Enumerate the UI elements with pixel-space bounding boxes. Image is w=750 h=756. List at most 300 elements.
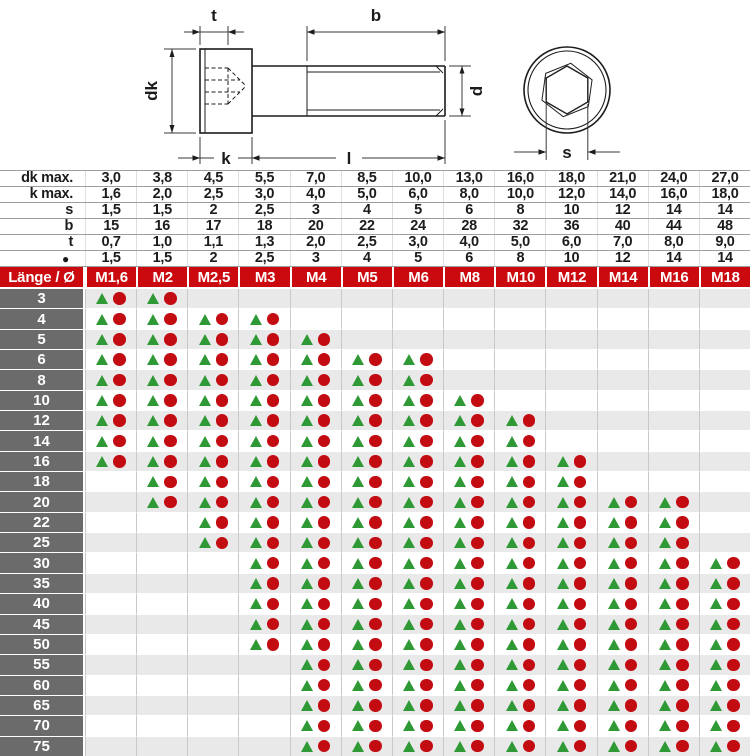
spec-value: 8 xyxy=(494,203,545,218)
matrix-cell xyxy=(238,370,289,390)
spec-value: 16,0 xyxy=(648,187,699,202)
triangle-icon xyxy=(96,354,108,365)
triangle-icon xyxy=(250,456,262,467)
circle-icon xyxy=(113,292,126,305)
triangle-icon xyxy=(199,436,211,447)
circle-icon xyxy=(727,740,740,753)
circle-icon xyxy=(523,720,536,733)
matrix-cell xyxy=(597,350,648,370)
matrix-cell xyxy=(443,696,494,716)
matrix-cell xyxy=(597,553,648,573)
triangle-icon xyxy=(352,700,364,711)
circle-icon xyxy=(523,598,536,611)
matrix-cell xyxy=(545,574,596,594)
triangle-icon xyxy=(403,476,415,487)
circle-icon xyxy=(369,720,382,733)
matrix-cell xyxy=(545,350,596,370)
table-row xyxy=(0,350,750,370)
triangle-icon xyxy=(659,680,671,691)
triangle-icon xyxy=(352,456,364,467)
triangle-icon xyxy=(506,537,518,548)
triangle-icon xyxy=(608,639,620,650)
screw-technical-drawing xyxy=(0,0,750,170)
circle-icon xyxy=(727,679,740,692)
matrix-cell xyxy=(238,655,289,675)
spec-value: 5,5 xyxy=(238,171,289,186)
matrix-cell xyxy=(238,574,289,594)
triangle-icon xyxy=(454,598,466,609)
spec-value: 0,7 xyxy=(85,235,136,250)
triangle-icon xyxy=(659,517,671,528)
matrix-cell xyxy=(597,716,648,736)
triangle-icon xyxy=(403,659,415,670)
circle-icon xyxy=(267,313,280,326)
triangle-icon xyxy=(250,639,262,650)
matrix-cell xyxy=(341,615,392,635)
spec-value: 1,5 xyxy=(136,203,187,218)
matrix-cell xyxy=(494,635,545,655)
length-label: 70 xyxy=(0,716,83,736)
spec-value: 4 xyxy=(341,203,392,218)
matrix-cell xyxy=(648,452,699,472)
matrix-cell xyxy=(494,431,545,451)
circle-icon xyxy=(369,638,382,651)
triangle-icon xyxy=(250,578,262,589)
screw-side-view xyxy=(200,49,445,133)
length-label: 12 xyxy=(0,411,83,431)
triangle-icon xyxy=(506,456,518,467)
matrix-cell xyxy=(136,330,187,350)
spec-value: 6,0 xyxy=(545,235,596,250)
length-label: 5 xyxy=(0,330,83,350)
dim-label-dk: dk xyxy=(142,81,161,101)
circle-icon xyxy=(523,740,536,753)
matrix-cell xyxy=(699,676,750,696)
circle-icon xyxy=(369,699,382,712)
matrix-cell xyxy=(443,411,494,431)
circle-icon xyxy=(216,476,229,489)
matrix-cell xyxy=(238,391,289,411)
circle-icon xyxy=(267,638,280,651)
circle-icon xyxy=(267,618,280,631)
matrix-cell xyxy=(443,309,494,329)
spec-value: 2,5 xyxy=(238,251,289,266)
dim-label-b: b xyxy=(370,6,382,25)
triangle-icon xyxy=(147,497,159,508)
matrix-cell xyxy=(238,533,289,553)
circle-icon xyxy=(727,557,740,570)
triangle-icon xyxy=(403,680,415,691)
matrix-cell xyxy=(187,655,238,675)
triangle-icon xyxy=(506,659,518,670)
matrix-cell xyxy=(85,330,136,350)
matrix-cell xyxy=(392,330,443,350)
matrix-cell xyxy=(187,350,238,370)
spec-value: 10,0 xyxy=(392,171,443,186)
matrix-cell xyxy=(494,615,545,635)
triangle-icon xyxy=(506,720,518,731)
matrix-cell xyxy=(290,411,341,431)
matrix-cell xyxy=(443,452,494,472)
matrix-cell xyxy=(290,350,341,370)
matrix-cell xyxy=(392,289,443,309)
triangle-icon xyxy=(352,741,364,752)
circle-icon xyxy=(318,638,331,651)
matrix-cell xyxy=(238,431,289,451)
circle-icon xyxy=(318,516,331,529)
matrix-cell xyxy=(494,594,545,614)
matrix-cell xyxy=(392,370,443,390)
spec-value: 14,0 xyxy=(597,187,648,202)
circle-icon xyxy=(318,740,331,753)
triangle-icon xyxy=(301,375,313,386)
table-row xyxy=(0,635,750,655)
circle-icon xyxy=(523,557,536,570)
circle-icon xyxy=(267,455,280,468)
matrix-cell xyxy=(699,574,750,594)
circle-icon xyxy=(216,537,229,550)
circle-icon xyxy=(216,414,229,427)
circle-icon xyxy=(420,516,433,529)
spec-label-k_max: k max. xyxy=(29,186,73,203)
spec-value: 14 xyxy=(648,203,699,218)
spec-row-s xyxy=(0,203,750,219)
circle-icon xyxy=(164,394,177,407)
spec-value: 6,0 xyxy=(392,187,443,202)
spec-value: 27,0 xyxy=(699,171,750,186)
matrix-cell xyxy=(341,513,392,533)
circle-icon xyxy=(164,313,177,326)
dimension-lines xyxy=(164,26,620,164)
matrix-cell xyxy=(187,370,238,390)
circle-icon xyxy=(574,577,587,590)
matrix-cell xyxy=(187,411,238,431)
matrix-cell xyxy=(290,737,341,756)
spec-value: 2,0 xyxy=(290,235,341,250)
triangle-icon xyxy=(608,578,620,589)
triangle-icon xyxy=(199,517,211,528)
matrix-cell xyxy=(597,431,648,451)
matrix-cell xyxy=(392,452,443,472)
matrix-cell xyxy=(238,676,289,696)
matrix-cell xyxy=(290,594,341,614)
triangle-icon xyxy=(710,598,722,609)
size-header-M10: M10 xyxy=(494,267,545,287)
matrix-cell xyxy=(494,513,545,533)
triangle-icon xyxy=(301,720,313,731)
triangle-icon xyxy=(557,537,569,548)
spec-value: 4 xyxy=(341,251,392,266)
circle-icon xyxy=(574,476,587,489)
spec-value: 12,0 xyxy=(545,187,596,202)
spec-value: 1,0 xyxy=(136,235,187,250)
matrix-cell xyxy=(187,553,238,573)
circle-icon xyxy=(676,679,689,692)
matrix-cell xyxy=(699,716,750,736)
matrix-cell xyxy=(187,391,238,411)
size-header-M5: M5 xyxy=(341,267,392,287)
spec-value: 3,8 xyxy=(136,171,187,186)
circle-icon xyxy=(318,679,331,692)
size-header-M12: M12 xyxy=(545,267,596,287)
circle-icon xyxy=(113,394,126,407)
triangle-icon xyxy=(659,720,671,731)
triangle-icon xyxy=(301,436,313,447)
matrix-cell xyxy=(443,594,494,614)
matrix-cell xyxy=(648,533,699,553)
spec-value: 8,0 xyxy=(443,187,494,202)
matrix-cell xyxy=(699,513,750,533)
triangle-icon xyxy=(710,741,722,752)
circle-icon xyxy=(369,435,382,448)
triangle-icon xyxy=(352,639,364,650)
corner-label: Länge / Ø xyxy=(0,267,83,287)
circle-icon xyxy=(318,537,331,550)
triangle-icon xyxy=(557,619,569,630)
matrix-cell xyxy=(443,350,494,370)
matrix-cell xyxy=(648,696,699,716)
triangle-icon xyxy=(506,558,518,569)
matrix-cell xyxy=(699,492,750,512)
table-row xyxy=(0,574,750,594)
spec-value: 16,0 xyxy=(494,171,545,186)
matrix-cell xyxy=(341,594,392,614)
spec-value: 36 xyxy=(545,219,596,234)
triangle-icon xyxy=(352,619,364,630)
matrix-cell xyxy=(341,716,392,736)
matrix-cell xyxy=(85,553,136,573)
matrix-cell xyxy=(85,370,136,390)
matrix-cell xyxy=(443,676,494,696)
triangle-icon xyxy=(301,598,313,609)
triangle-icon xyxy=(659,639,671,650)
spec-value: 1,3 xyxy=(238,235,289,250)
size-header-M18: M18 xyxy=(699,267,750,287)
matrix-cell xyxy=(545,635,596,655)
dim-label-t: t xyxy=(211,6,217,25)
matrix-cell xyxy=(85,696,136,716)
matrix-cell xyxy=(392,513,443,533)
matrix-cell xyxy=(187,330,238,350)
triangle-icon xyxy=(454,537,466,548)
table-row xyxy=(0,452,750,472)
triangle-icon xyxy=(608,598,620,609)
triangle-icon xyxy=(608,497,620,508)
matrix-cell xyxy=(187,452,238,472)
matrix-cell xyxy=(290,309,341,329)
screw-end-view xyxy=(524,47,610,133)
matrix-cell xyxy=(85,635,136,655)
circle-icon xyxy=(727,598,740,611)
matrix-cell xyxy=(136,553,187,573)
matrix-cell xyxy=(85,289,136,309)
matrix-cell xyxy=(136,309,187,329)
matrix-cell xyxy=(136,716,187,736)
matrix-cell xyxy=(392,553,443,573)
triangle-icon xyxy=(147,436,159,447)
circle-icon xyxy=(523,455,536,468)
triangle-icon xyxy=(403,517,415,528)
matrix-cell xyxy=(136,533,187,553)
spec-value: 4,0 xyxy=(443,235,494,250)
matrix-cell xyxy=(699,655,750,675)
triangle-icon xyxy=(250,436,262,447)
triangle-icon xyxy=(352,537,364,548)
length-label: 60 xyxy=(0,676,83,696)
matrix-cell xyxy=(392,635,443,655)
matrix-cell xyxy=(392,655,443,675)
matrix-cell xyxy=(443,492,494,512)
matrix-cell xyxy=(290,574,341,594)
triangle-icon xyxy=(301,578,313,589)
matrix-cell xyxy=(238,472,289,492)
triangle-icon xyxy=(147,375,159,386)
triangle-icon xyxy=(96,415,108,426)
matrix-cell xyxy=(187,533,238,553)
triangle-icon xyxy=(96,436,108,447)
spec-value: 2,5 xyxy=(187,187,238,202)
matrix-cell xyxy=(85,391,136,411)
matrix-cell xyxy=(545,655,596,675)
circle-icon xyxy=(113,414,126,427)
matrix-cell xyxy=(648,594,699,614)
circle-icon xyxy=(625,516,638,529)
circle-icon xyxy=(164,353,177,366)
spec-value: 2 xyxy=(187,251,238,266)
circle-icon xyxy=(420,598,433,611)
matrix-cell xyxy=(443,533,494,553)
matrix-cell xyxy=(136,696,187,716)
circle-icon xyxy=(676,618,689,631)
circle-icon xyxy=(164,333,177,346)
circle-icon xyxy=(113,353,126,366)
matrix-cell xyxy=(85,350,136,370)
triangle-icon xyxy=(96,314,108,325)
circle-icon xyxy=(574,516,587,529)
matrix-cell xyxy=(597,615,648,635)
circle-icon xyxy=(727,699,740,712)
spec-value: 18,0 xyxy=(545,171,596,186)
triangle-icon xyxy=(147,456,159,467)
circle-icon xyxy=(420,679,433,692)
circle-icon xyxy=(676,659,689,672)
circle-icon xyxy=(471,496,484,509)
table-row xyxy=(0,737,750,756)
matrix-cell xyxy=(443,431,494,451)
matrix-cell xyxy=(443,330,494,350)
length-label: 40 xyxy=(0,594,83,614)
circle-icon xyxy=(369,598,382,611)
circle-icon xyxy=(369,476,382,489)
circle-icon xyxy=(267,374,280,387)
matrix-cell xyxy=(597,309,648,329)
circle-icon xyxy=(318,557,331,570)
length-label: 4 xyxy=(0,309,83,329)
matrix-cell xyxy=(494,472,545,492)
circle-icon xyxy=(113,435,126,448)
matrix-cell xyxy=(187,676,238,696)
circle-icon xyxy=(216,313,229,326)
matrix-cell xyxy=(648,309,699,329)
circle-icon xyxy=(267,557,280,570)
matrix-cell xyxy=(290,635,341,655)
triangle-icon xyxy=(301,415,313,426)
matrix-cell xyxy=(494,574,545,594)
circle-icon xyxy=(471,516,484,529)
table-row xyxy=(0,309,750,329)
circle-icon xyxy=(216,455,229,468)
matrix-cell xyxy=(545,472,596,492)
matrix-cell xyxy=(597,737,648,756)
triangle-icon xyxy=(250,558,262,569)
spec-row-t xyxy=(0,235,750,251)
triangle-icon xyxy=(250,334,262,345)
matrix-cell xyxy=(136,574,187,594)
matrix-cell xyxy=(238,696,289,716)
matrix-cell xyxy=(238,350,289,370)
matrix-cell xyxy=(648,737,699,756)
triangle-icon xyxy=(147,395,159,406)
matrix-cell xyxy=(597,391,648,411)
table-row xyxy=(0,330,750,350)
triangle-icon xyxy=(608,517,620,528)
circle-icon xyxy=(523,516,536,529)
spec-value: 2,5 xyxy=(238,203,289,218)
spec-value: 5 xyxy=(392,203,443,218)
matrix-cell xyxy=(494,289,545,309)
triangle-icon xyxy=(352,497,364,508)
matrix-cell xyxy=(136,676,187,696)
triangle-icon xyxy=(403,578,415,589)
triangle-icon xyxy=(454,395,466,406)
circle-icon xyxy=(164,435,177,448)
matrix-cell xyxy=(290,330,341,350)
matrix-cell xyxy=(545,553,596,573)
matrix-cell xyxy=(341,391,392,411)
triangle-icon xyxy=(301,659,313,670)
spec-value: 15 xyxy=(85,219,136,234)
matrix-cell xyxy=(443,574,494,594)
triangle-icon xyxy=(301,476,313,487)
matrix-cell xyxy=(187,574,238,594)
size-header-M3: M3 xyxy=(238,267,289,287)
length-label: 35 xyxy=(0,574,83,594)
matrix-cell xyxy=(597,635,648,655)
matrix-cell xyxy=(545,737,596,756)
matrix-cell xyxy=(699,289,750,309)
triangle-icon xyxy=(199,415,211,426)
triangle-icon xyxy=(352,415,364,426)
spec-label-t: t xyxy=(68,234,73,251)
matrix-cell xyxy=(443,615,494,635)
circle-icon xyxy=(318,598,331,611)
circle-icon xyxy=(318,577,331,590)
matrix-cell xyxy=(290,553,341,573)
spec-value: 21,0 xyxy=(597,171,648,186)
matrix-cell xyxy=(648,391,699,411)
matrix-cell xyxy=(648,574,699,594)
matrix-cell xyxy=(341,655,392,675)
triangle-icon xyxy=(557,456,569,467)
spec-value: 10 xyxy=(545,251,596,266)
triangle-icon xyxy=(199,334,211,345)
circle-icon xyxy=(216,374,229,387)
matrix-cell xyxy=(187,431,238,451)
matrix-cell xyxy=(597,492,648,512)
matrix-cell xyxy=(238,452,289,472)
matrix-cell xyxy=(545,676,596,696)
length-label: 10 xyxy=(0,391,83,411)
